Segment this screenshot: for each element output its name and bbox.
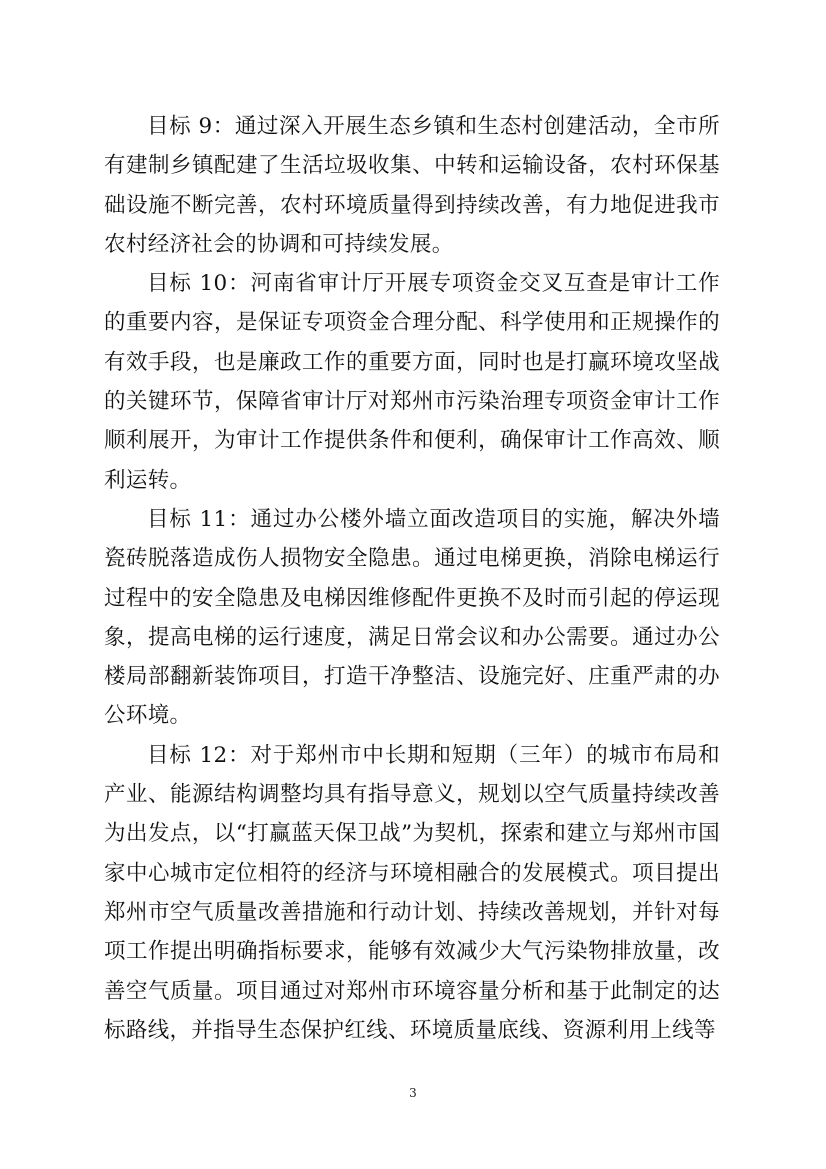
paragraph-goal-12: 目标 12：对于郑州市中长期和短期（三年）的城市布局和产业、能源结构调整均具有指导意义，规划以空气质量持续改善为出发点，以“打赢蓝天保卫战”为契机，探索和建立与郑州市国家中心城市定位相符的经济与环境相融合的发展模式。项目提出郑州市空气质量改善措施和行动计划、持续改善规划，并针对每项工作提出明确指标要求，能够有效减少大气污染物排放量，改善空气质量。项目通过对郑州市环境容量分析和基于此制定的达标路线，并指导生态保护红线、环境质量底线、资源利用上线等	[104, 742, 720, 1043]
paragraph-goal-10: 目标 10：河南省审计厅开展专项资金交叉互查是审计工作的重要内容，是保证专项资金合理分配、科学使用和正规操作的有效手段，也是廉政工作的重要方面，同时也是打赢环境攻坚战的关键环节，保障省审计厅对郑州市污染治理专项资金审计工作顺利展开，为审计工作提供条件和便利，确保审计工作高效、顺利运转。	[104, 271, 720, 493]
page-number: 3	[409, 1086, 417, 1100]
body-text	[104, 107, 720, 1050]
paragraph-goal-11: 目标 11：通过办公楼外墙立面改造项目的实施，解决外墙瓷砖脱落造成伤人损物安全隐患。通过电梯更换，消除电梯运行过程中的安全隐患及电梯因维修配件更换不及时而引起的停运现象，提高电梯的运行速度，满足日常会议和办公需要。通过办公楼局部翻新装饰项目，打造干净整洁、设施完好、庄重严肃的办公环境。	[104, 506, 720, 729]
paragraph-goal-9: 目标 9：通过深入开展生态乡镇和生态村创建活动，全市所有建制乡镇配建了生活垃圾收集、中转和运输设备，农村环保基础设施不断完善，农村环境质量得到持续改善，有力地促进我市农村经济社会的协调和可持续发展。	[104, 114, 720, 257]
